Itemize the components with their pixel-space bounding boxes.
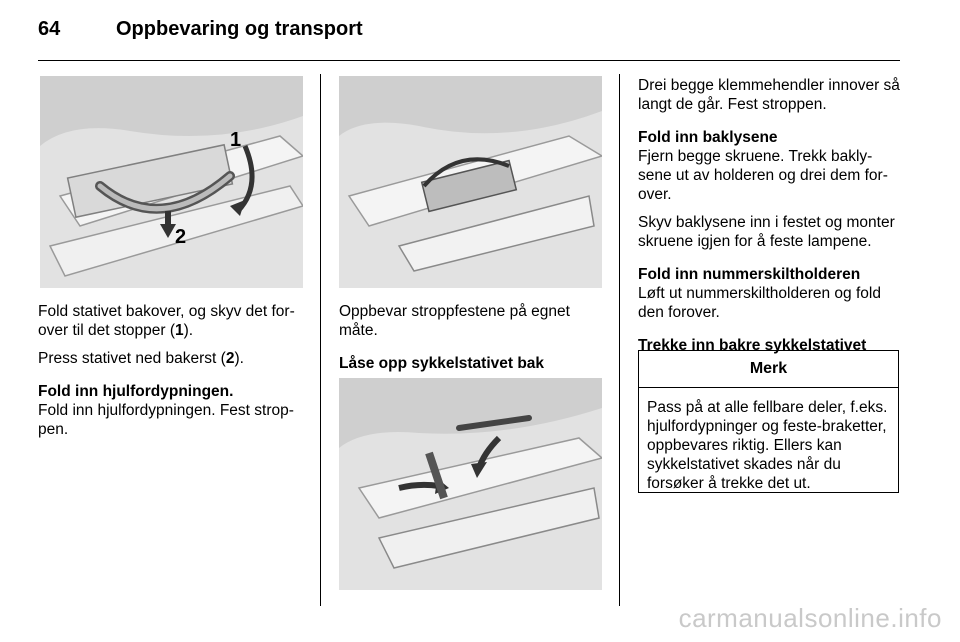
heading-fold-taillights: Fold inn baklysene (638, 129, 778, 146)
column-divider-1 (320, 74, 321, 606)
heading-unlock-rack: Låse opp sykkelstativet bak (339, 355, 545, 372)
p2-text: Press stativet ned bakerst ( (38, 350, 226, 367)
paragraph-fold-wheel-recess: Fold inn hjulfordypningen. Fest strop-pen. (38, 402, 294, 438)
p1-end: ). (183, 322, 194, 339)
callout-1: 1 (230, 129, 242, 151)
column-divider-2 (619, 74, 620, 606)
heading-fold-wheel-recess: Fold inn hjulfordypningen. (38, 383, 234, 400)
figure-store-straps (339, 76, 602, 288)
callout-2: 2 (175, 226, 187, 248)
store-straps-illustration (339, 76, 602, 288)
column-1-text (38, 302, 308, 448)
note-box (638, 350, 899, 493)
page-title: Oppbevaring og transport (116, 18, 363, 40)
heading-retract-rack: Trekke inn bakre sykkelstativet (638, 337, 867, 354)
paragraph-turn-levers: Drei begge klemmehendler innover så langt de går. Fest stroppen. (638, 77, 900, 113)
p2-end: ). (234, 350, 244, 367)
note-title: Merk (639, 351, 898, 388)
paragraph-press-rack (38, 349, 308, 368)
paragraph-fold-rack (38, 302, 308, 340)
watermark: carmanualsonline.info (678, 603, 942, 633)
figure-fold-rack (40, 76, 303, 288)
page-number: 64 (38, 18, 61, 40)
page-header (38, 18, 363, 41)
paragraph-refit-taillights: Skyv baklysene inn i festet og monter skruene igjen for å feste lampene. (638, 214, 895, 250)
heading-fold-plate-holder: Fold inn nummerskiltholderen (638, 266, 861, 283)
paragraph-fold-plate-holder: Løft ut nummerskiltholderen og fold den forover. (638, 285, 881, 321)
paragraph-remove-screws: Fjern begge skruene. Trekk bakly-sene ut av holderen og drei dem for-over. (638, 148, 888, 203)
paragraph-store-straps: Oppbevar stroppfestene på egnet måte. (339, 303, 570, 339)
column-2-text (339, 302, 609, 373)
figure-unlock-rack (339, 378, 602, 590)
p1-text: Fold stativet bakover, og skyv det for-over til det stopper ( (38, 303, 295, 339)
header-rule (38, 60, 900, 61)
unlock-rack-illustration (339, 378, 602, 590)
fold-rack-illustration (40, 76, 303, 288)
column-3-text (638, 76, 903, 355)
note-body: Pass på at alle fellbare deler, f.eks. hjulfordypninger og feste-braketter, oppbevares riktig. Ellers kan sykkelstativet skades når du forsøker å trekke det ut. (647, 399, 888, 492)
p1-ref: 1 (174, 322, 184, 339)
p2-ref: 2 (225, 350, 235, 367)
